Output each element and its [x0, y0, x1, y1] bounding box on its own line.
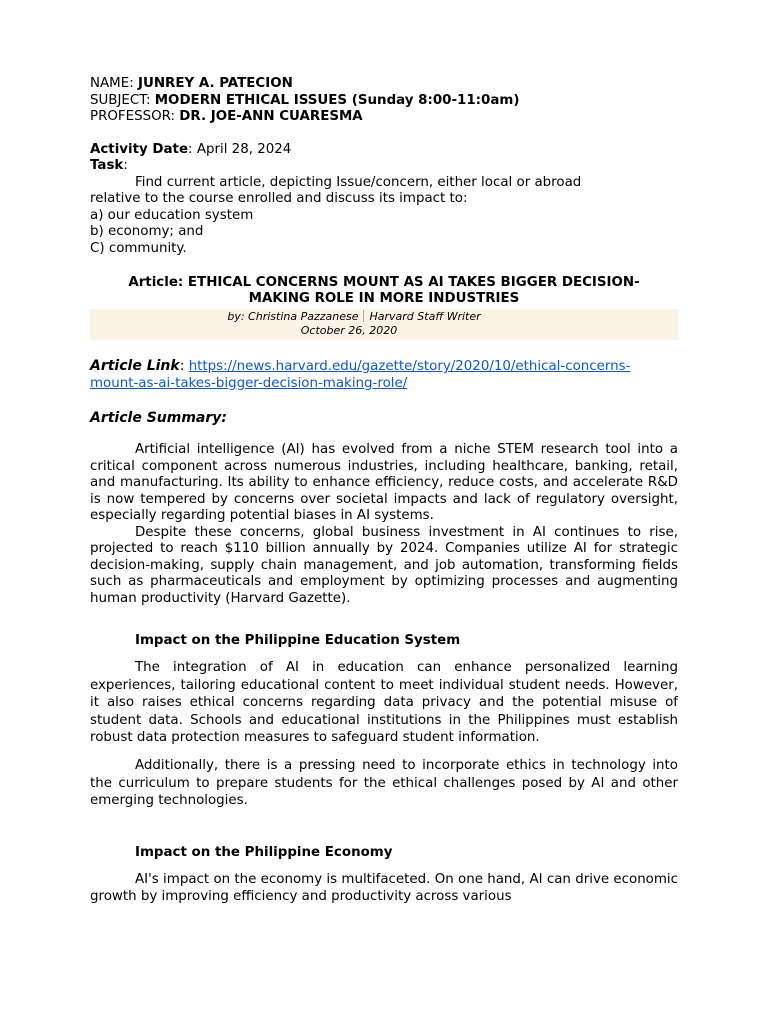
name-label: NAME:: [90, 76, 134, 91]
subject-value: MODERN ETHICAL ISSUES (Sunday 8:00-11:0am): [154, 92, 520, 108]
task-item-a: a) our education system: [90, 207, 254, 223]
subject-line: [90, 93, 678, 110]
article-summary-label: Article Summary:: [90, 410, 227, 426]
document-content: [90, 76, 678, 906]
activity-date-label: Activity Date: [90, 141, 189, 157]
task-line: [90, 158, 678, 175]
professor-label: PROFESSOR:: [90, 109, 176, 124]
article-title: [90, 275, 678, 307]
article-link-url-line1[interactable]: https://news.harvard.edu/gazette/story/2020/10/ethical-concerns-: [188, 359, 631, 374]
article-author: by: Christina Pazzanese: [227, 310, 359, 323]
article-title-line1: Article: ETHICAL CONCERNS MOUNT AS AI TAKES BIGGER DECISION-: [128, 275, 640, 290]
summary-paragraph-1: Artificial intelligence (AI) has evolved from a niche STEM research tool into a critical component across numerous industries, including healthcare, banking, retail, and manufacturing. Its ability to enhance efficiency, reduce costs, and accelerate R&D is now tempered by concerns over societal impacts and lack of regulatory oversight, especially regarding potential biases in AI systems.: [90, 442, 678, 523]
article-link-colon: :: [179, 358, 185, 374]
summary-paragraph-2: Despite these concerns, global business investment in AI continues to rise, projected to reach $110 billion annually by 2024. Companies utilize AI for strategic decision-making, supply chain management, and job automation, transforming fields such as pharmaceuticals and employment by optimizing processes and augmenting human productivity (Harvard Gazette).: [90, 524, 678, 606]
article-link-url-line2[interactable]: mount-as-ai-takes-bigger-decision-making-role/: [90, 375, 408, 391]
byline: [90, 309, 678, 340]
education-paragraph-2: Additionally, there is a pressing need to incorporate ethics in technology into the curriculum to prepare students for the ethical challenges posed by AI and other emerging technologies.: [90, 757, 678, 809]
task-description-line2: relative to the course enrolled and discuss its impact to:: [90, 191, 468, 206]
task-item-b: b) economy; and: [90, 224, 204, 239]
author-row: [90, 310, 678, 324]
economy-paragraph-1: AI's impact on the economy is multifaceted. On one hand, AI can drive economic growth by improving efficiency and productivity across various: [90, 871, 678, 905]
article-author-role: Harvard Staff Writer: [369, 310, 481, 323]
education-heading: Impact on the Philippine Education System: [135, 633, 461, 648]
professor-line: [90, 109, 678, 126]
task-colon: :: [123, 158, 128, 173]
task-description-line1: Find current article, depicting Issue/concern, either local or abroad: [135, 174, 582, 190]
activity-date-value: : April 28, 2024: [188, 141, 292, 157]
professor-value: DR. JOE-ANN CUARESMA: [179, 109, 363, 124]
education-paragraph-1: The integration of AI in education can enhance personalized learning experiences, tailoring educational content to meet individual student needs. However, it also raises ethical concerns regarding data privacy and the potential misuse of student data. Schools and educational institutions in the Philippines must establish robust data protection measures to safeguard student information.: [90, 660, 678, 746]
article-link-block: [90, 358, 678, 392]
article-title-line2: MAKING ROLE IN MORE INDUSTRIES: [248, 291, 520, 306]
article-date: October 26, 2020: [300, 324, 398, 337]
article-link-label: Article Link: [90, 358, 180, 374]
task-item-c: C) community.: [90, 240, 187, 256]
byline-separator: [363, 310, 364, 322]
subject-label: SUBJECT:: [90, 92, 151, 108]
name-value: JUNREY A. PATECION: [137, 76, 293, 91]
activity-date-line: [90, 142, 678, 159]
task-label: Task: [90, 158, 124, 173]
name-line: [90, 76, 678, 93]
economy-heading: Impact on the Philippine Economy: [135, 844, 393, 860]
